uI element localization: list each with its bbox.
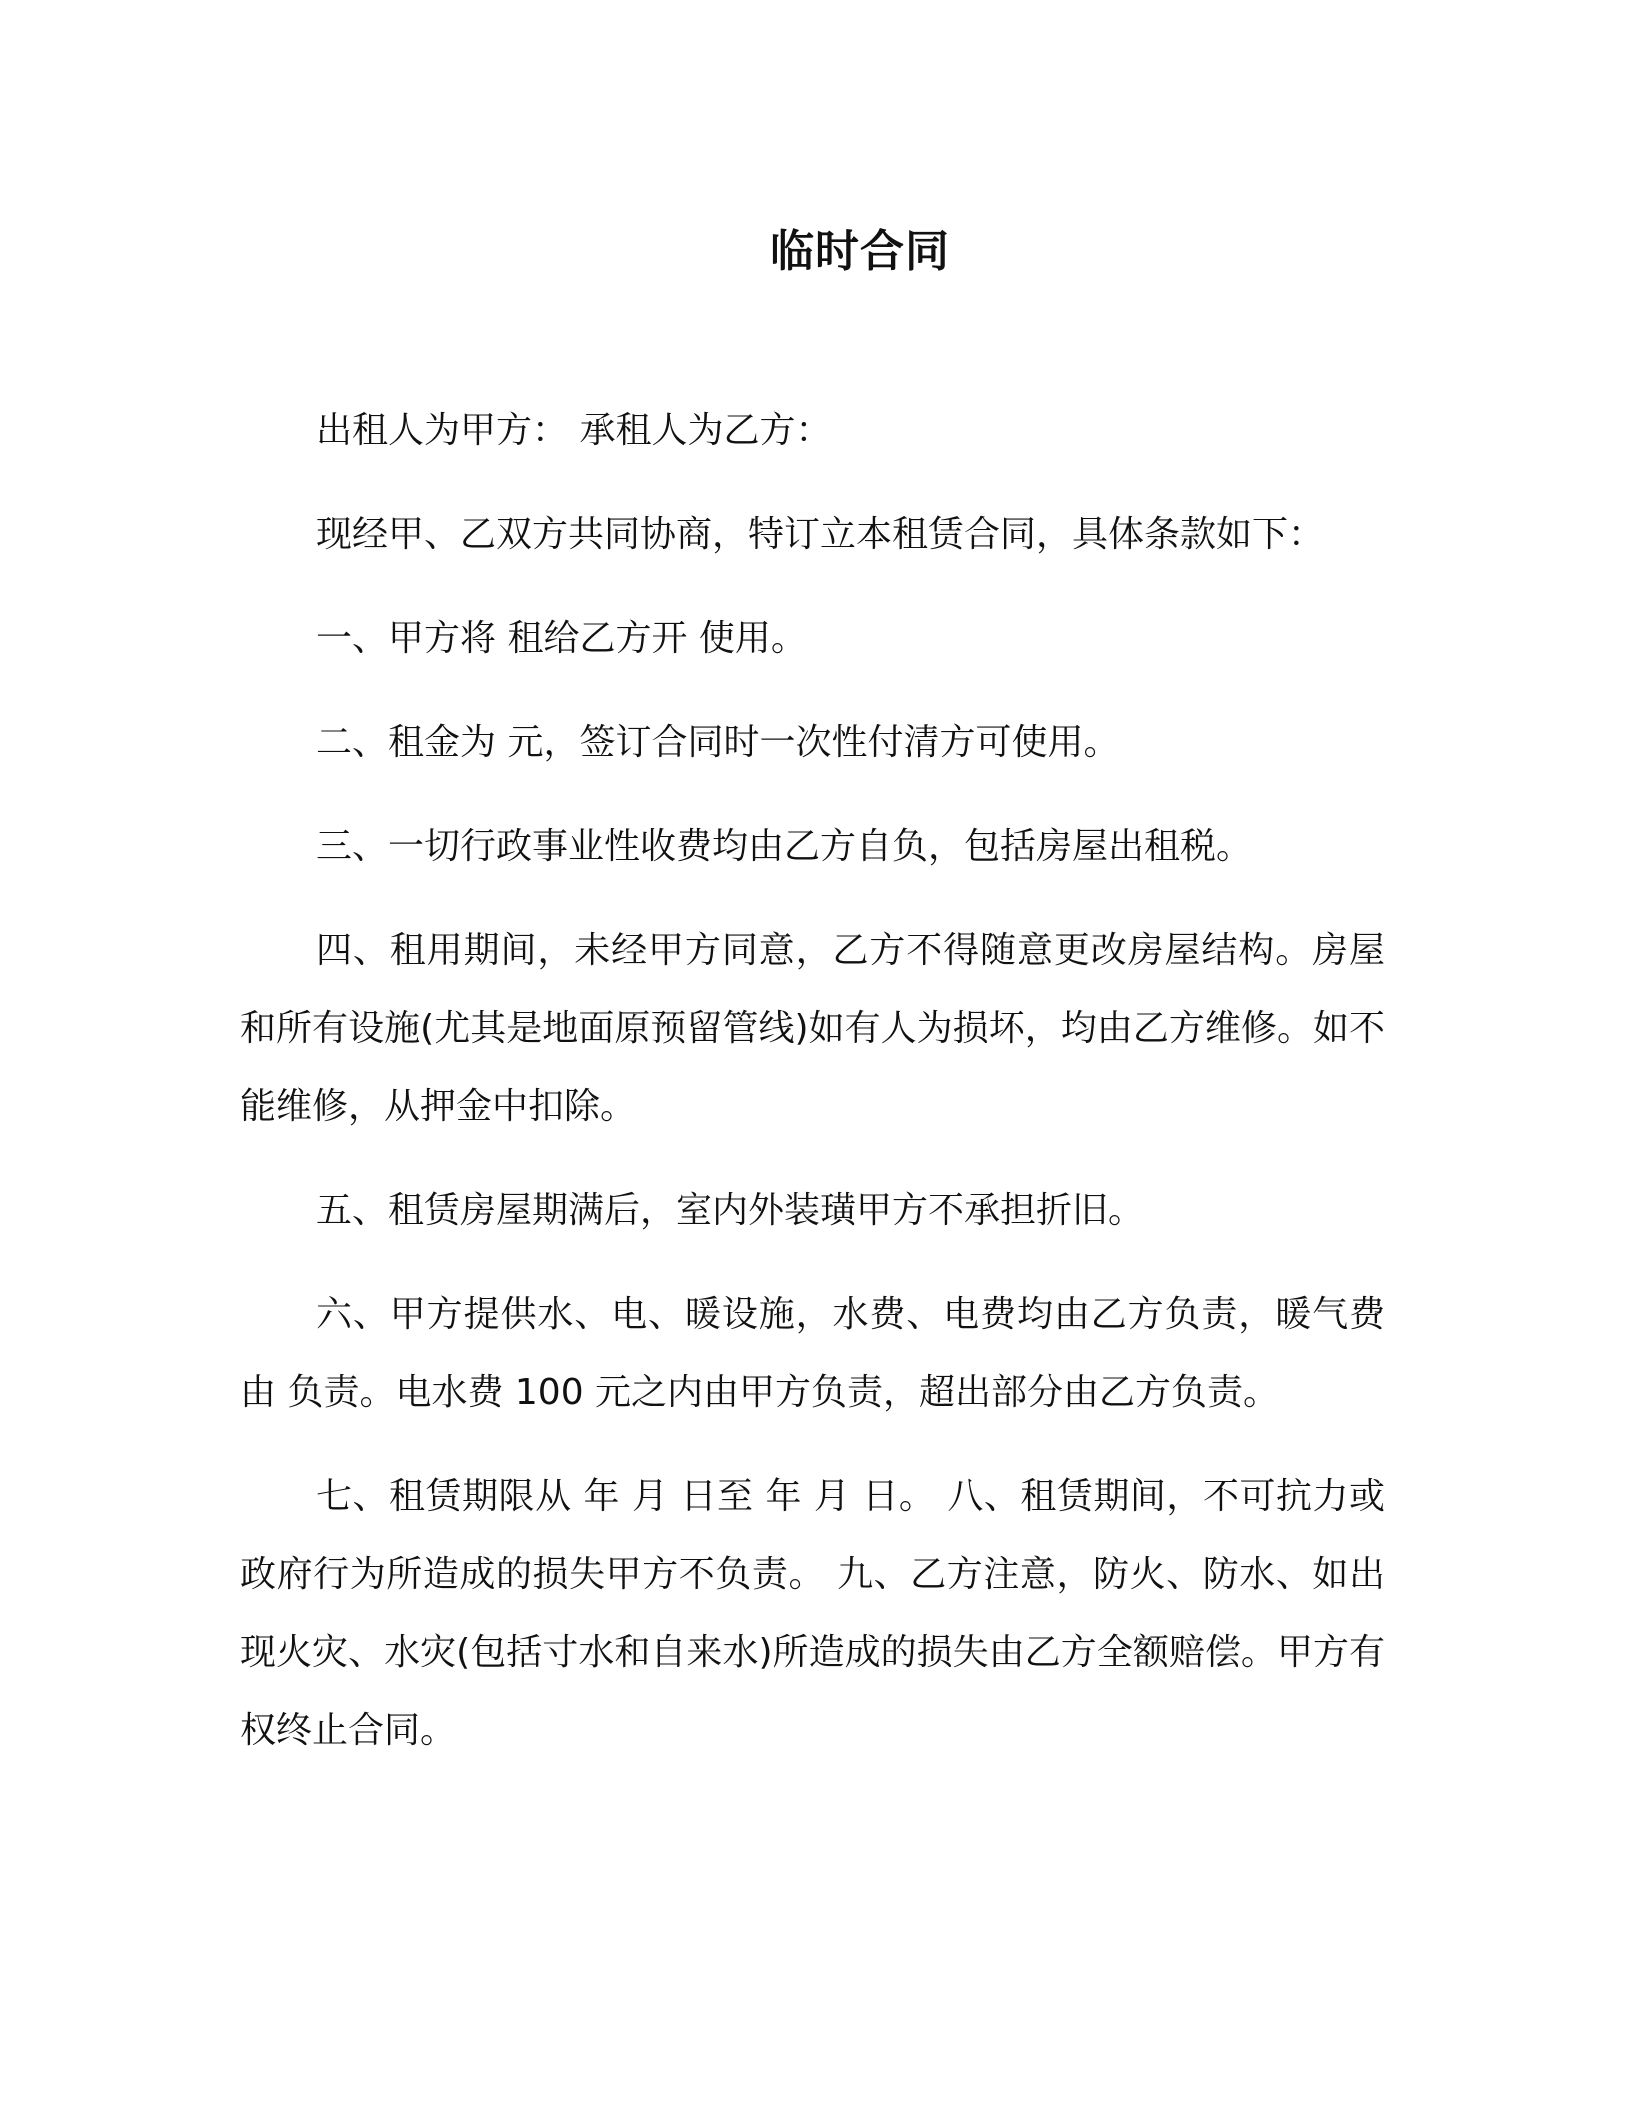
clause-2: 二、租金为 元，签订合同时一次性付清方可使用。 bbox=[316, 722, 1120, 763]
document-title: 临时合同 bbox=[770, 226, 950, 277]
clause-3: 三、一切行政事业性收费均由乙方自负，包括房屋出租税。 bbox=[316, 826, 1253, 867]
clause-4: 四、租用期间，未经甲方同意，乙方不得随意更改房屋结构。房屋和所有设施(尤其是地面原预留管线)如有人为损坏，均由乙方维修。如不能维修，从押金中扣除。 bbox=[240, 930, 1385, 1127]
clause-7-9: 七、租赁期限从 年 月 日至 年 月 日。 八、租赁期间，不可抗力或政府行为所造成的损失甲方不负责。 九、乙方注意，防火、防水、如出现火灾、水灾(包括寸水和自来水)所造成的损失由乙方全额赔偿。甲方有权终止合同。 bbox=[240, 1476, 1385, 1751]
preamble-paragraph: 现经甲、乙双方共同协商，特订立本租赁合同，具体条款如下： bbox=[316, 514, 1325, 555]
clause-6: 六、甲方提供水、电、暖设施，水费、电费均由乙方负责，暖气费由 负责。电水费 100 元之内由甲方负责，超出部分由乙方负责。 bbox=[240, 1294, 1385, 1413]
document-body bbox=[240, 392, 1385, 1770]
clause-1: 一、甲方将 租给乙方开 使用。 bbox=[316, 618, 807, 659]
parties-paragraph: 出租人为甲方： 承租人为乙方： bbox=[316, 410, 832, 451]
clause-5: 五、租赁房屋期满后，室内外装璜甲方不承担折旧。 bbox=[316, 1190, 1145, 1231]
